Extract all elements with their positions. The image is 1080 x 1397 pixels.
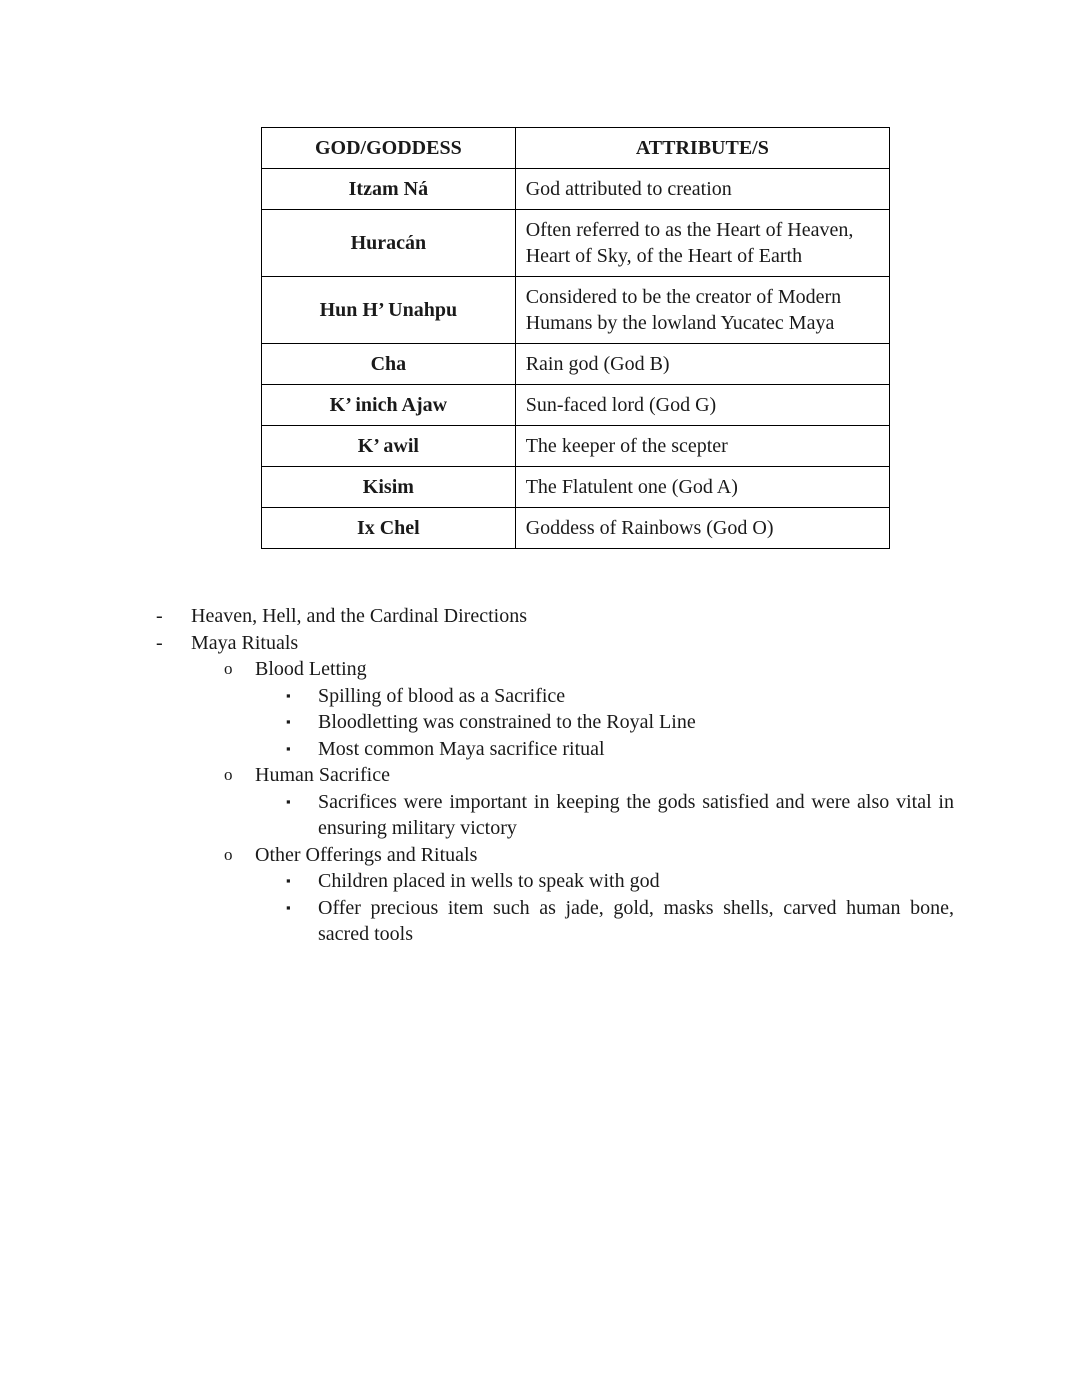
table-row	[262, 344, 890, 385]
header-attributes: ATTRIBUTE/S	[515, 128, 889, 169]
table-row	[262, 508, 890, 549]
square-bullet: ▪	[286, 714, 291, 729]
table-row	[262, 169, 890, 210]
table-row	[262, 426, 890, 467]
list-item-text: Children placed in wells to speak with god	[318, 870, 660, 892]
notes-outline	[0, 603, 1080, 948]
square-bullet: ▪	[286, 687, 291, 703]
square-bullet: ▪	[286, 793, 291, 809]
god-name: Huracán	[262, 210, 516, 277]
list-item-text: Heaven, Hell, and the Cardinal Directions	[191, 605, 527, 627]
god-attribute: Rain god (God B)	[515, 344, 889, 385]
god-attribute: Sun-faced lord (God G)	[515, 385, 889, 426]
circle-bullet: o	[224, 765, 233, 784]
god-name: Kisim	[262, 467, 516, 508]
circle-bullet: o	[224, 844, 233, 864]
dash-bullet: -	[156, 631, 163, 654]
list-item-text: Maya Rituals	[191, 631, 299, 654]
god-name: Itzam Ná	[262, 169, 516, 210]
list-item-text: Sacrifices were important in keeping the gods satisfied and were also vital in ensuring military victory	[318, 790, 954, 839]
square-bullet: ▪	[286, 873, 291, 888]
god-attribute: The Flatulent one (God A)	[515, 467, 889, 508]
list-item-text: Spilling of blood as a Sacrifice	[318, 684, 566, 707]
list-item	[0, 895, 1080, 948]
circle-bullet: o	[224, 659, 233, 678]
list-item	[0, 789, 1080, 842]
table-row	[262, 385, 890, 426]
god-name: K’ inich Ajaw	[262, 385, 516, 426]
table-row	[262, 467, 890, 508]
square-bullet: ▪	[286, 899, 291, 915]
table-row	[262, 210, 890, 277]
list-item	[0, 868, 1080, 895]
dash-bullet: -	[156, 605, 163, 627]
list-item	[0, 656, 1080, 683]
god-name: K’ awil	[262, 426, 516, 467]
list-item-text: Most common Maya sacrifice ritual	[318, 737, 605, 760]
square-bullet: ▪	[286, 740, 291, 756]
list-item-text: Blood Letting	[255, 658, 367, 680]
gods-table	[261, 127, 890, 549]
list-item-text: Bloodletting was constrained to the Royal Line	[318, 711, 696, 733]
list-item	[0, 842, 1080, 869]
god-attribute: Considered to be the creator of Modern Humans by the lowland Yucatec Maya	[515, 277, 889, 344]
table-row	[262, 277, 890, 344]
god-attribute: Goddess of Rainbows (God O)	[515, 508, 889, 549]
god-name: Cha	[262, 344, 516, 385]
list-item-text: Offer precious item such as jade, gold, masks shells, carved human bone, sacred tools	[318, 896, 954, 945]
god-attribute: The keeper of the scepter	[515, 426, 889, 467]
list-item	[0, 709, 1080, 736]
list-item	[0, 762, 1080, 789]
list-item-text: Other Offerings and Rituals	[255, 843, 478, 866]
god-attribute: God attributed to creation	[515, 169, 889, 210]
header-god: GOD/GODDESS	[262, 128, 516, 169]
list-item	[0, 603, 1080, 630]
table-header-row	[262, 128, 890, 169]
list-item	[0, 630, 1080, 657]
list-item	[0, 683, 1080, 710]
god-attribute: Often referred to as the Heart of Heaven, Heart of Sky, of the Heart of Earth	[515, 210, 889, 277]
list-item-text: Human Sacrifice	[255, 764, 390, 786]
list-item	[0, 736, 1080, 763]
god-name: Hun H’ Unahpu	[262, 277, 516, 344]
god-name: Ix Chel	[262, 508, 516, 549]
